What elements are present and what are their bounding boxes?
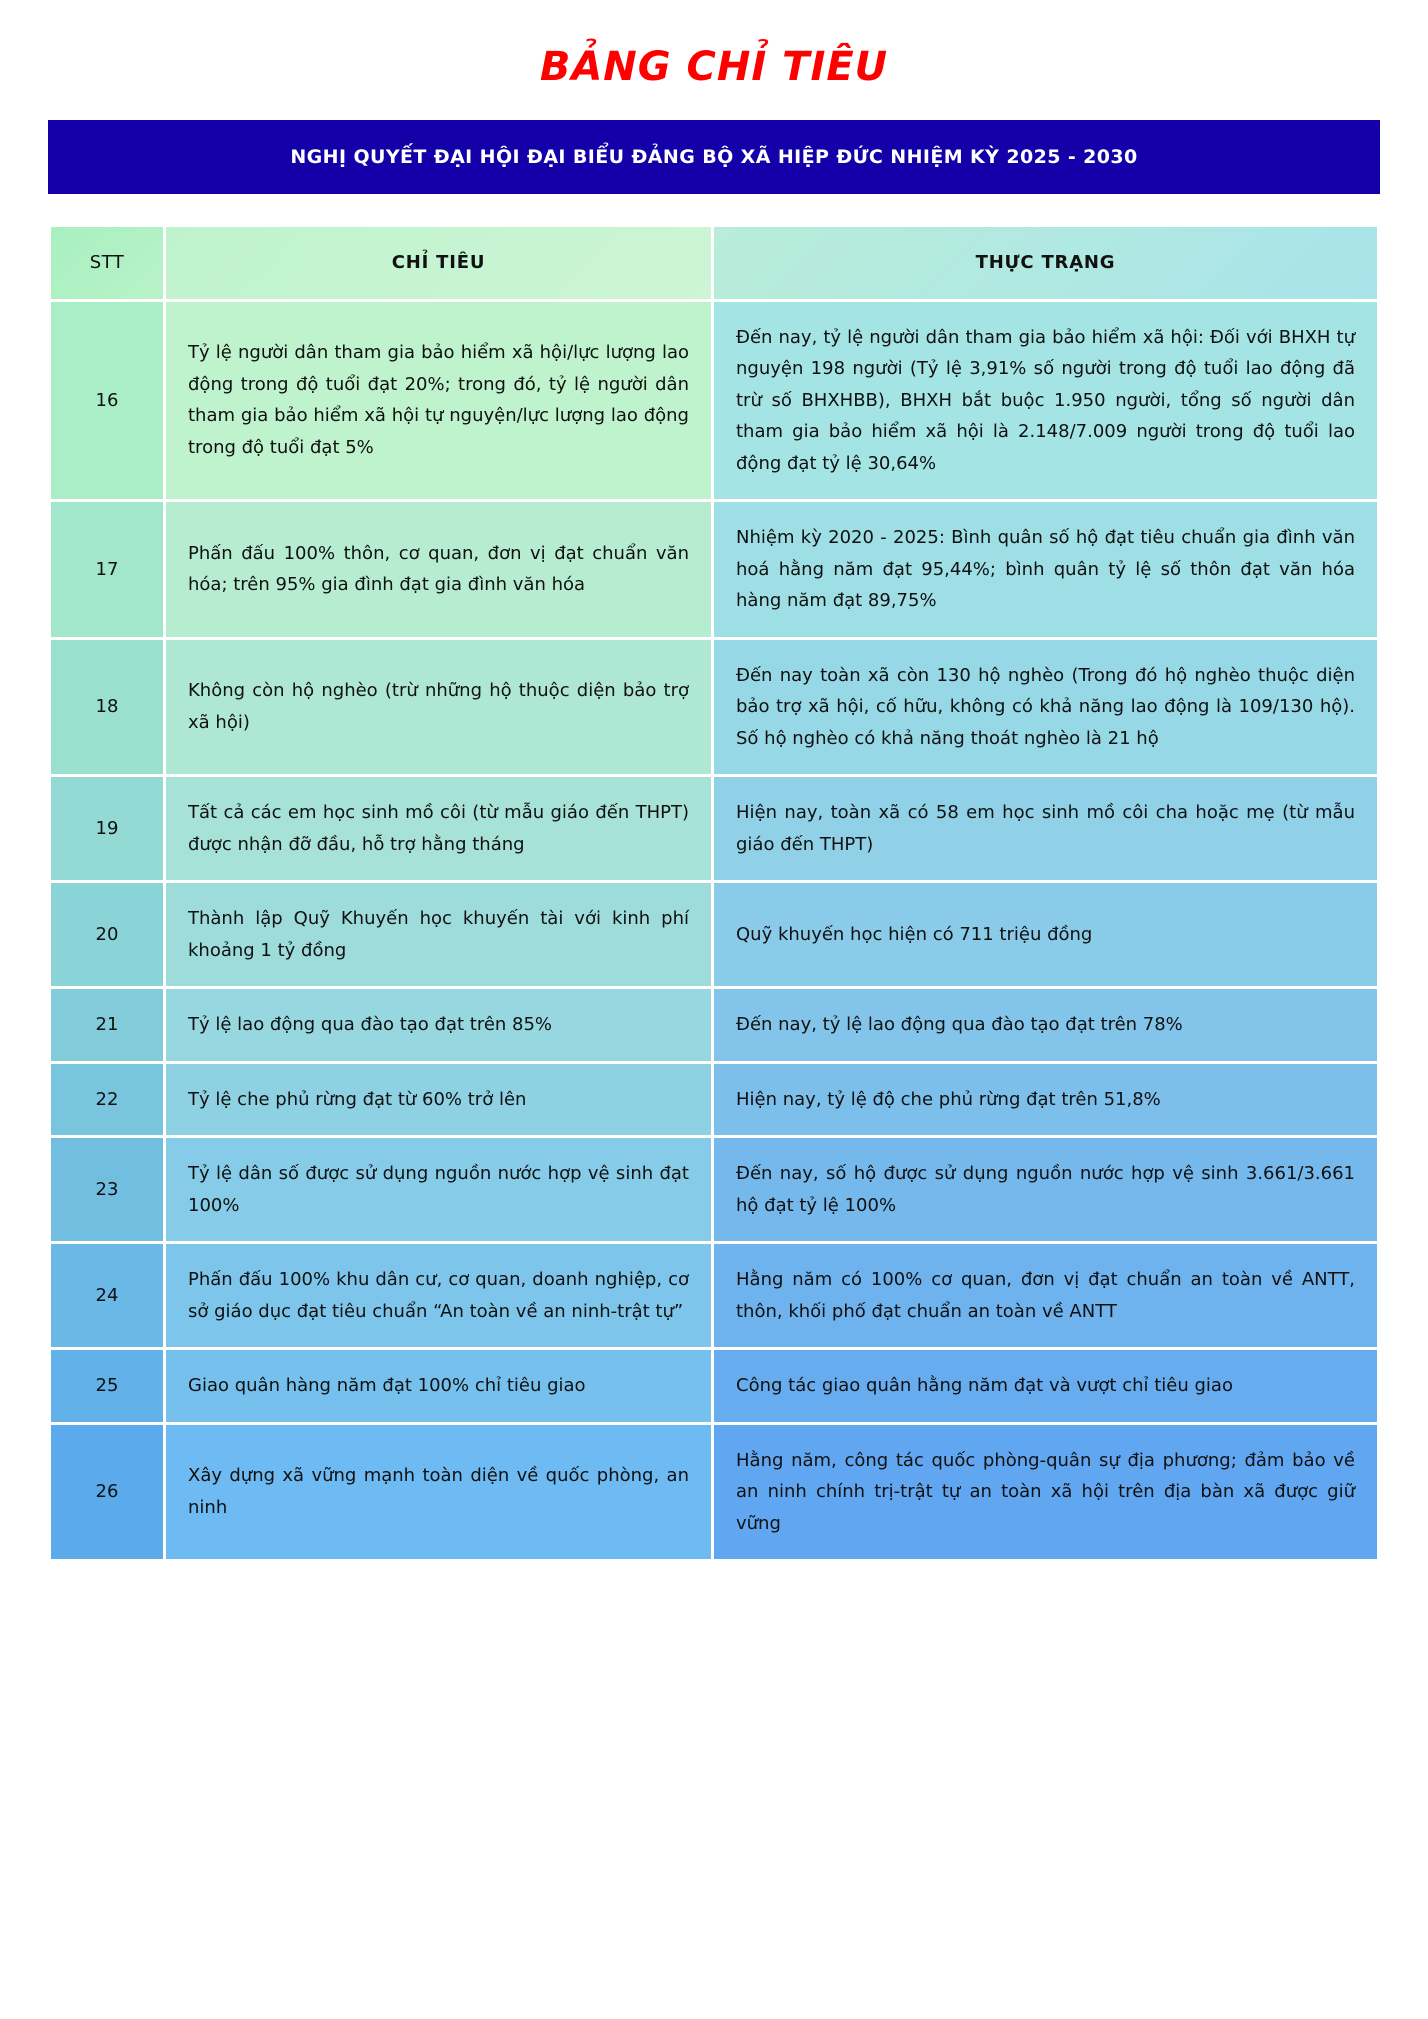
table-row — [51, 777, 1377, 880]
cell-stt: 19 — [51, 777, 163, 880]
table-row — [51, 1425, 1377, 1560]
column-header-indicator: CHỈ TIÊU — [166, 227, 711, 299]
cell-status: Đến nay toàn xã còn 130 hộ nghèo (Trong đó hộ nghèo thuộc diện bảo trợ xã hội, cố hữu, không có khả năng lao động là 109/130 hộ). Số hộ nghèo có khả năng thoát nghèo là 21 hộ — [714, 640, 1377, 775]
cell-stt: 18 — [51, 640, 163, 775]
table-header-row — [51, 227, 1377, 299]
cell-stt: 16 — [51, 302, 163, 500]
table-row — [51, 1138, 1377, 1241]
cell-status: Nhiệm kỳ 2020 - 2025: Bình quân số hộ đạt tiêu chuẩn gia đình văn hoá hằng năm đạt 95,44%; bình quân tỷ lệ số thôn đạt văn hóa hàng năm đạt 89,75% — [714, 502, 1377, 637]
cell-indicator: Tất cả các em học sinh mồ côi (từ mẫu giáo đến THPT) được nhận đỡ đầu, hỗ trợ hằng tháng — [166, 777, 711, 880]
cell-indicator: Giao quân hàng năm đạt 100% chỉ tiêu giao — [166, 1350, 711, 1422]
cell-status: Hiện nay, toàn xã có 58 em học sinh mồ côi cha hoặc mẹ (từ mẫu giáo đến THPT) — [714, 777, 1377, 880]
cell-stt: 23 — [51, 1138, 163, 1241]
cell-indicator: Tỷ lệ lao động qua đào tạo đạt trên 85% — [166, 989, 711, 1061]
cell-indicator: Thành lập Quỹ Khuyến học khuyến tài với kinh phí khoảng 1 tỷ đồng — [166, 883, 711, 986]
cell-stt: 26 — [51, 1425, 163, 1560]
cell-indicator: Phấn đấu 100% thôn, cơ quan, đơn vị đạt chuẩn văn hóa; trên 95% gia đình đạt gia đình văn hóa — [166, 502, 711, 637]
cell-status: Hằng năm có 100% cơ quan, đơn vị đạt chuẩn an toàn về ANTT, thôn, khối phố đạt chuẩn an toàn về ANTT — [714, 1244, 1377, 1347]
table-row — [51, 989, 1377, 1061]
indicator-table — [48, 224, 1380, 1562]
cell-indicator: Không còn hộ nghèo (trừ những hộ thuộc diện bảo trợ xã hội) — [166, 640, 711, 775]
cell-indicator: Phấn đấu 100% khu dân cư, cơ quan, doanh nghiệp, cơ sở giáo dục đạt tiêu chuẩn “An toàn về an ninh-trật tự” — [166, 1244, 711, 1347]
cell-status: Đến nay, số hộ được sử dụng nguồn nước hợp vệ sinh 3.661/3.661 hộ đạt tỷ lệ 100% — [714, 1138, 1377, 1241]
cell-stt: 21 — [51, 989, 163, 1061]
table-row — [51, 502, 1377, 637]
column-header-stt: STT — [51, 227, 163, 299]
cell-indicator: Tỷ lệ che phủ rừng đạt từ 60% trở lên — [166, 1064, 711, 1136]
cell-stt: 20 — [51, 883, 163, 986]
cell-status: Đến nay, tỷ lệ người dân tham gia bảo hiểm xã hội: Đối với BHXH tự nguyện 198 người (Tỷ lệ 3,91% số người trong độ tuổi lao động đã trừ số BHXHBB), BHXH bắt buộc 1.950 người, tổng số người dân tham gia bảo hiểm xã hội là 2.148/7.009 người trong độ tuổi lao động đạt tỷ lệ 30,64% — [714, 302, 1377, 500]
cell-stt: 22 — [51, 1064, 163, 1136]
cell-indicator: Xây dựng xã vững mạnh toàn diện về quốc phòng, an ninh — [166, 1425, 711, 1560]
table-row — [51, 640, 1377, 775]
cell-status: Quỹ khuyến học hiện có 711 triệu đồng — [714, 883, 1377, 986]
cell-status: Hằng năm, công tác quốc phòng-quân sự địa phương; đảm bảo về an ninh chính trị-trật tự an toàn xã hội trên địa bàn xã được giữ vững — [714, 1425, 1377, 1560]
page-title: BẢNG CHỈ TIÊU — [539, 44, 889, 90]
resolution-banner: NGHỊ QUYẾT ĐẠI HỘI ĐẠI BIỂU ĐẢNG BỘ XÃ HIỆP ĐỨC NHIỆM KỲ 2025 - 2030 — [48, 120, 1380, 194]
cell-indicator: Tỷ lệ dân số được sử dụng nguồn nước hợp vệ sinh đạt 100% — [166, 1138, 711, 1241]
table-row — [51, 883, 1377, 986]
cell-stt: 17 — [51, 502, 163, 637]
table-body — [51, 302, 1377, 1560]
table-row — [51, 1350, 1377, 1422]
table-row — [51, 302, 1377, 500]
table-row — [51, 1244, 1377, 1347]
column-header-status: THỰC TRẠNG — [714, 227, 1377, 299]
cell-indicator: Tỷ lệ người dân tham gia bảo hiểm xã hội/lực lượng lao động trong độ tuổi đạt 20%; trong đó, tỷ lệ người dân tham gia bảo hiểm xã hội tự nguyện/lực lượng lao động trong độ tuổi đạt 5% — [166, 302, 711, 500]
cell-stt: 25 — [51, 1350, 163, 1422]
cell-status: Công tác giao quân hằng năm đạt và vượt chỉ tiêu giao — [714, 1350, 1377, 1422]
table-row — [51, 1064, 1377, 1136]
cell-status: Hiện nay, tỷ lệ độ che phủ rừng đạt trên 51,8% — [714, 1064, 1377, 1136]
cell-status: Đến nay, tỷ lệ lao động qua đào tạo đạt trên 78% — [714, 989, 1377, 1061]
cell-stt: 24 — [51, 1244, 163, 1347]
